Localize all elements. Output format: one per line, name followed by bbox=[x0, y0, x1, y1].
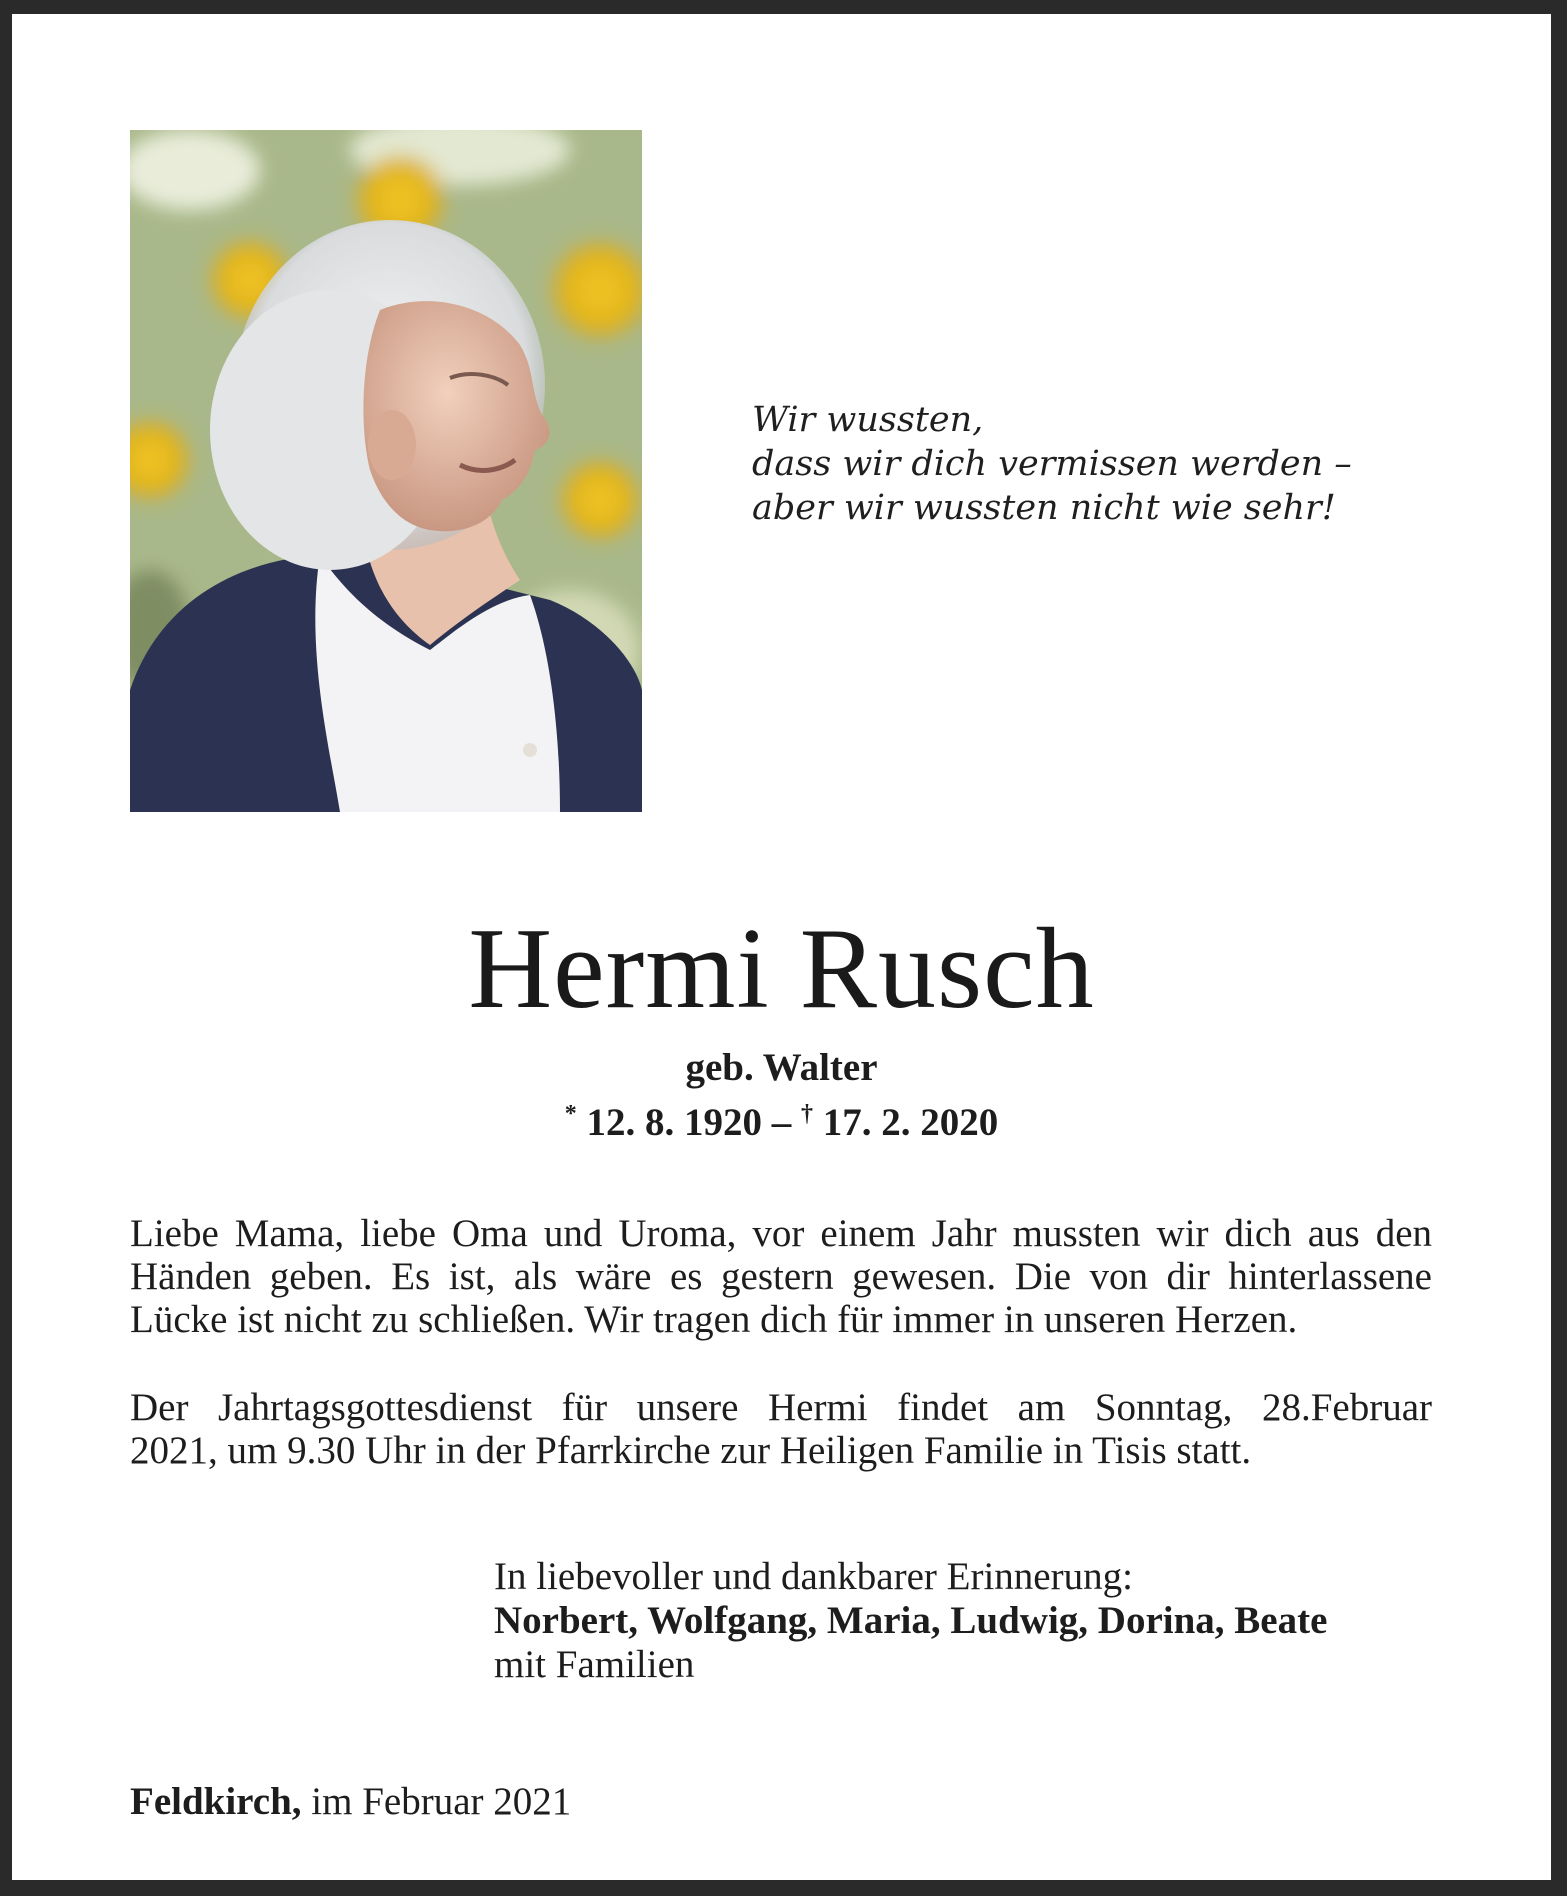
portrait-photo bbox=[130, 130, 642, 812]
service-paragraph bbox=[130, 1386, 1432, 1472]
footer-date: im Februar 2021 bbox=[301, 1780, 572, 1823]
paragraph-line: Lücke ist nicht zu schließen. Wir tragen dich für immer in unseren Herzen. bbox=[130, 1298, 1298, 1341]
place-name: Feldkirch, bbox=[130, 1780, 302, 1823]
verse-line: Wir wussten, bbox=[752, 400, 984, 440]
death-symbol: † bbox=[801, 1101, 813, 1127]
closing-suffix: mit Familien bbox=[494, 1643, 695, 1686]
date-separator: – bbox=[762, 1101, 801, 1144]
paragraph-line: Händen geben. Es ist, als wäre es gestern gewesen. Die von dir hinterlassene bbox=[130, 1255, 1432, 1298]
life-dates bbox=[12, 1092, 1551, 1145]
place-date bbox=[130, 1780, 571, 1824]
family-names: Norbert, Wolfgang, Maria, Ludwig, Dorina, Beate bbox=[494, 1599, 1328, 1642]
birth-symbol: * bbox=[564, 1101, 577, 1127]
death-date: 17. 2. 2020 bbox=[822, 1101, 999, 1144]
closing-intro: In liebevoller und dankbarer Erinnerung: bbox=[494, 1555, 1133, 1598]
obituary-card bbox=[12, 14, 1551, 1880]
closing-block bbox=[494, 1555, 1327, 1687]
verse-line: aber wir wussten nicht wie sehr! bbox=[752, 488, 1336, 528]
birth-name: geb. Walter bbox=[685, 1046, 878, 1089]
portrait-illustration bbox=[130, 130, 642, 812]
paragraph-line: Liebe Mama, liebe Oma und Uroma, vor einem Jahr mussten wir dich aus den bbox=[130, 1212, 1432, 1255]
deceased-name: Hermi Rusch bbox=[468, 905, 1095, 1033]
verse-line: dass wir dich vermissen werden – bbox=[752, 444, 1352, 484]
paragraph-line: 2021, um 9.30 Uhr in der Pfarrkirche zur Heiligen Familie in Tisis statt. bbox=[130, 1429, 1252, 1472]
remembrance-paragraph bbox=[130, 1212, 1432, 1341]
memorial-verse bbox=[752, 398, 1352, 530]
paragraph-line: Der Jahrtagsgottesdienst für unsere Hermi findet am Sonntag, 28.Februar bbox=[130, 1386, 1432, 1429]
birth-date: 12. 8. 1920 bbox=[586, 1101, 762, 1144]
